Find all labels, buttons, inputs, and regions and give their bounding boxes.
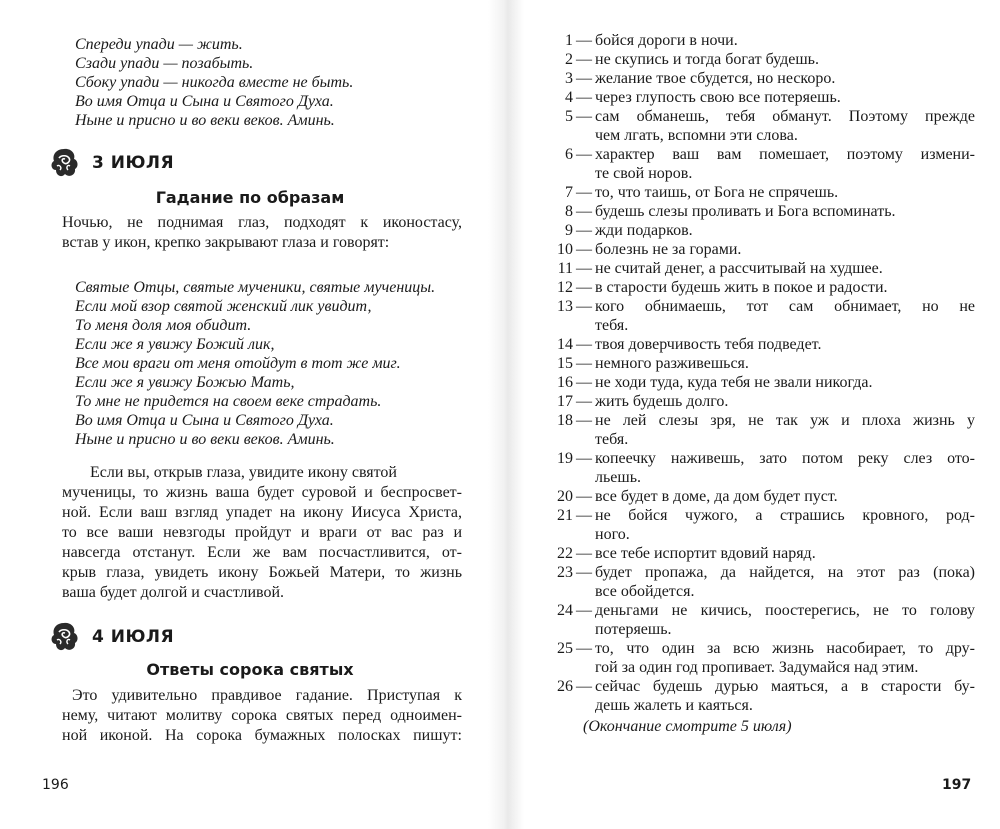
paragraph-line: ной иконой. На сорока бумажных полосках пишут: — [62, 727, 462, 744]
answer-dash: — — [576, 602, 592, 619]
list-item — [515, 601, 1000, 639]
answer-text — [595, 145, 975, 183]
ornament-icon — [48, 146, 80, 180]
answer-line: тебя. — [595, 317, 629, 334]
answer-text — [595, 563, 975, 601]
verse-line: То мне не придется на своем веке страдать. — [75, 393, 382, 410]
list-item — [515, 107, 1000, 145]
answer-text — [595, 221, 975, 240]
answer-text — [595, 677, 975, 715]
list-item — [515, 563, 1000, 601]
answer-text — [595, 373, 975, 392]
answer-dash: — — [576, 241, 592, 258]
answer-line: болезнь не за горами. — [595, 241, 742, 258]
answer-text — [595, 202, 975, 221]
answer-line: через глупость свою все потеряешь. — [595, 89, 841, 106]
list-item — [515, 639, 1000, 677]
verse-line: Ныне и присно и во веки веков. Аминь. — [75, 112, 335, 129]
paragraph-line: Если вы, открыв глаза, увидите икону святой — [90, 464, 397, 481]
verse-line: Сзади упади — позабыть. — [75, 55, 254, 72]
answer-line: то, что один за всю жизнь насобирает, то дру- — [595, 640, 975, 657]
answer-line: деньгами не кичись, поостерегись, не то голову — [595, 602, 975, 619]
paragraph-line: встав у икон, крепко закрывают глаза и говорят: — [62, 234, 390, 251]
answer-number: 9 — [565, 222, 573, 239]
answer-dash: — — [576, 70, 592, 87]
answer-dash: — — [576, 355, 592, 372]
answer-line: жить будешь долго. — [595, 393, 729, 410]
answer-line: сам обманешь, тебя обманут. Поэтому прежде — [595, 108, 975, 125]
answer-text — [595, 392, 975, 411]
section-heading: Ответы сорока святых — [146, 660, 354, 679]
list-item — [515, 449, 1000, 487]
verse-line: Во имя Отца и Сына и Святого Духа. — [75, 93, 334, 110]
answer-text — [595, 259, 975, 278]
answer-number: 13 — [557, 298, 573, 315]
answer-number: 10 — [557, 241, 573, 258]
answer-line: будешь слезы проливать и Бога вспоминать. — [595, 203, 896, 220]
answer-dash: — — [576, 336, 592, 353]
answer-number: 15 — [557, 355, 573, 372]
answer-line: не лей слезы зря, не так уж и плоха жизнь у — [595, 412, 975, 429]
answer-dash: — — [576, 260, 592, 277]
verse-line: Если же я увижу Божью Мать, — [75, 374, 295, 391]
list-item — [515, 221, 1000, 240]
answer-text — [595, 601, 975, 639]
verse-line: Сбоку упади — никогда вместе не быть. — [75, 74, 354, 91]
answer-dash: — — [576, 184, 592, 201]
answer-text — [595, 297, 975, 335]
list-item — [515, 411, 1000, 449]
answer-number: 7 — [565, 184, 573, 201]
answer-text — [595, 183, 975, 202]
paragraph-line: крыв глаза, увидеть икону Божьей Матери, то жизнь — [62, 564, 462, 581]
list-item — [515, 50, 1000, 69]
answer-text — [595, 411, 975, 449]
answer-dash: — — [576, 89, 592, 106]
answer-text — [595, 50, 975, 69]
paragraph-intro — [62, 213, 462, 253]
answer-number: 6 — [565, 146, 573, 163]
answer-line: сейчас будешь дурью маяться, а в старости бу- — [595, 678, 975, 695]
ornament-icon — [48, 620, 80, 654]
paragraph-line: Это удивительно правдивое гадание. Приступая к — [72, 687, 462, 704]
verse-line: Во имя Отца и Сына и Святого Духа. — [75, 412, 334, 429]
answer-line: не ходи туда, куда тебя не звали никогда. — [595, 374, 873, 391]
answer-number: 14 — [557, 336, 573, 353]
answer-line: не скупись и тогда богат будешь. — [595, 51, 819, 68]
paragraph-line: ной. Если ваш взгляд упадет на икону Иисуса Христа, — [62, 504, 462, 521]
answer-line: чем лгать, вспомни эти слова. — [595, 127, 798, 144]
answer-number: 12 — [557, 279, 573, 296]
verse-line: Если мой взор святой женский лик увидит, — [75, 298, 372, 315]
verse-line: Ныне и присно и во веки веков. Аминь. — [75, 431, 335, 448]
list-item — [515, 202, 1000, 221]
answer-line: дешь жалеть и каяться. — [595, 697, 753, 714]
answer-number: 3 — [565, 70, 573, 87]
answer-line: твоя доверчивость тебя подведет. — [595, 336, 822, 353]
list-item — [515, 487, 1000, 506]
list-item — [515, 373, 1000, 392]
answer-number: 19 — [557, 450, 573, 467]
answer-line: в старости будешь жить в покое и радости. — [595, 279, 888, 296]
answer-line: кого обнимаешь, тот сам обнимает, но не — [595, 298, 975, 315]
answer-line: то, что таишь, от Бога не спрячешь. — [595, 184, 839, 201]
right-page — [515, 0, 1000, 829]
list-item — [515, 297, 1000, 335]
answer-text — [595, 354, 975, 373]
answer-dash: — — [576, 374, 592, 391]
list-item — [515, 278, 1000, 297]
answer-number: 21 — [557, 507, 573, 524]
answer-line: все будет в доме, да дом будет пуст. — [595, 488, 838, 505]
answer-number: 17 — [557, 393, 573, 410]
answer-text — [595, 335, 975, 354]
answer-text — [595, 240, 975, 259]
answer-number: 20 — [557, 488, 573, 505]
answer-number: 1 — [565, 32, 573, 49]
answer-number: 18 — [557, 412, 573, 429]
answer-line: гой за один год пропивает. Задумайся над этим. — [595, 659, 919, 676]
answer-number: 25 — [557, 640, 573, 657]
list-item — [515, 69, 1000, 88]
answer-dash: — — [576, 203, 592, 220]
answer-number: 24 — [557, 602, 573, 619]
answer-text — [595, 449, 975, 487]
answer-dash: — — [576, 488, 592, 505]
verse-top — [75, 35, 353, 130]
answer-text — [595, 31, 975, 50]
answer-line: бойся дороги в ночи. — [595, 32, 738, 49]
answer-text — [595, 88, 975, 107]
answer-number: 8 — [565, 203, 573, 220]
page-number: 196 — [42, 777, 69, 793]
paragraph-line: то все ваши невзгоды пройдут и враги от вас раз и — [62, 524, 462, 541]
answer-dash: — — [576, 412, 592, 429]
list-item — [515, 31, 1000, 50]
paragraph-line: навсегда отстанут. Если же вам посчастливится, от- — [62, 544, 462, 561]
verse-prayer — [75, 278, 435, 449]
paragraph-line: мученицы, то жизнь ваша будет суровой и беспросвет- — [62, 484, 462, 501]
answer-dash: — — [576, 678, 592, 695]
answer-dash: — — [576, 640, 592, 657]
list-item — [515, 145, 1000, 183]
answer-dash: — — [576, 545, 592, 562]
answer-number: 22 — [557, 545, 573, 562]
answer-line: не бойся чужого, а страшись кровного, род- — [595, 507, 975, 524]
answer-number: 2 — [565, 51, 573, 68]
answer-line: копеечку наживешь, зато потом реку слез ото- — [595, 450, 975, 467]
answer-text — [595, 107, 975, 145]
answer-line: будет пропажа, да найдется, на этот раз (пока) — [595, 564, 975, 581]
answer-line: тебя. — [595, 431, 629, 448]
answer-line: все обойдется. — [595, 583, 695, 600]
list-item — [515, 506, 1000, 544]
answer-line: ного. — [595, 526, 630, 543]
answer-line: желание твое сбудется, но нескоро. — [595, 70, 836, 87]
continuation-note: (Окончание смотрите 5 июля) — [583, 718, 792, 735]
paragraph-interpretation — [62, 463, 462, 603]
answer-number: 4 — [565, 89, 573, 106]
answer-line: потеряешь. — [595, 621, 672, 638]
answer-text — [595, 506, 975, 544]
verse-line: Все мои враги от меня отойдут в тот же миг. — [75, 355, 401, 372]
list-item — [515, 677, 1000, 715]
answer-text — [595, 69, 975, 88]
answer-number: 23 — [557, 564, 573, 581]
date-header-july-4 — [48, 620, 174, 654]
answer-dash: — — [576, 450, 592, 467]
verse-line: То меня доля моя обидит. — [75, 317, 252, 334]
answer-line: те свой норов. — [595, 165, 693, 182]
answer-dash: — — [576, 507, 592, 524]
answer-text — [595, 278, 975, 297]
answer-line: не считай денег, а рассчитывай на худшее. — [595, 260, 883, 277]
answer-dash: — — [576, 51, 592, 68]
answer-number: 5 — [565, 108, 573, 125]
answer-dash: — — [576, 108, 592, 125]
answer-line: немного разживешься. — [595, 355, 749, 372]
answer-dash: — — [576, 222, 592, 239]
list-item — [515, 544, 1000, 563]
answer-line: характер ваш вам помешает, поэтому измени- — [595, 146, 975, 163]
answer-text — [595, 487, 975, 506]
paragraph-line: Ночью, не поднимая глаз, подходят к иконостасу, — [62, 214, 462, 231]
list-item — [515, 354, 1000, 373]
date-title: 3 ИЮЛЯ — [92, 153, 175, 173]
page-number: 197 — [942, 777, 972, 793]
list-item — [515, 335, 1000, 354]
answer-text — [595, 639, 975, 677]
answer-dash: — — [576, 146, 592, 163]
verse-line: Святые Отцы, святые мученики, святые мученицы. — [75, 279, 436, 296]
answer-number: 26 — [557, 678, 573, 695]
date-header-july-3 — [48, 146, 174, 180]
list-item — [515, 240, 1000, 259]
answer-line: льешь. — [595, 469, 641, 486]
answer-number: 16 — [557, 374, 573, 391]
date-title: 4 ИЮЛЯ — [92, 627, 175, 647]
answer-dash: — — [576, 564, 592, 581]
list-item — [515, 183, 1000, 202]
answer-dash: — — [576, 393, 592, 410]
answer-dash: — — [576, 32, 592, 49]
verse-line: Спереди упади — жить. — [75, 36, 243, 53]
answer-number: 11 — [557, 260, 573, 277]
section-heading: Гадание по образам — [155, 188, 345, 207]
verse-line: Если же я увижу Божий лик, — [75, 336, 275, 353]
paragraph-line: ваша будет долгой и счастливой. — [62, 584, 285, 601]
answer-line: жди подарков. — [595, 222, 693, 239]
answer-dash: — — [576, 298, 592, 315]
answer-line: все тебе испортит вдовий наряд. — [595, 545, 816, 562]
list-item — [515, 259, 1000, 278]
list-item — [515, 88, 1000, 107]
answer-text — [595, 544, 975, 563]
list-item — [515, 392, 1000, 411]
paragraph-line: нему, читают молитву сорока святых перед одноимен- — [62, 707, 462, 724]
paragraph-method — [62, 686, 462, 746]
answers-list — [515, 31, 1000, 736]
answer-dash: — — [576, 279, 592, 296]
